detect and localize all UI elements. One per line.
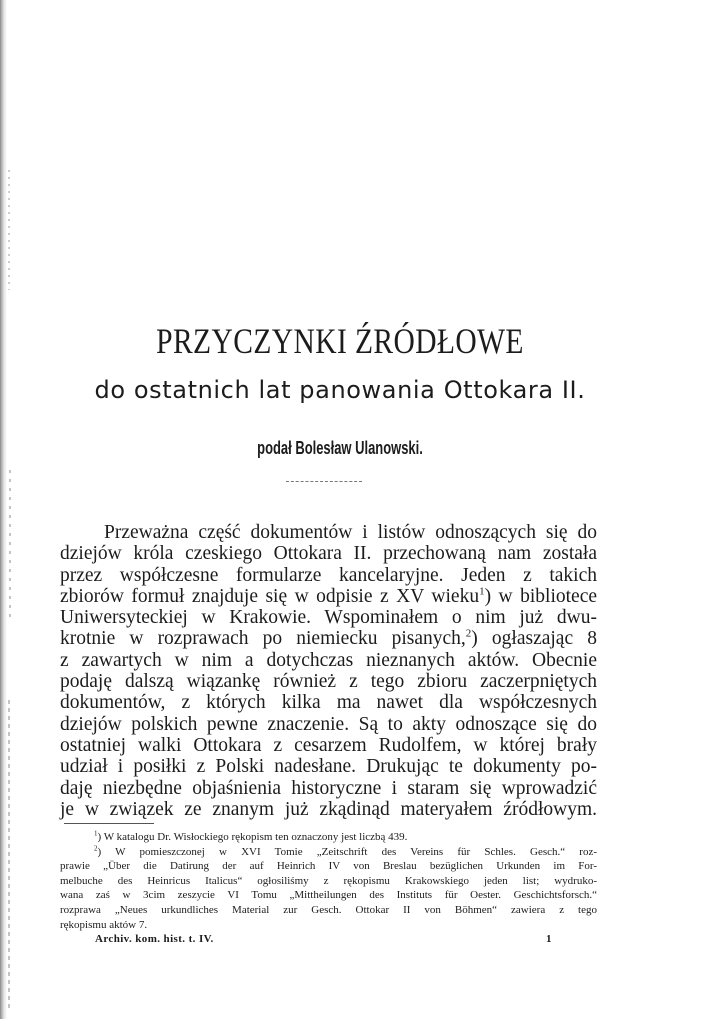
footnote-line — [60, 830, 597, 845]
footnote-line: rozprawa „Neues urkundliches Material zur Gesch. Ottokar II von Böhmen“ zawiera z tego — [60, 903, 597, 916]
footnote-mark: 1 — [94, 829, 98, 838]
footnote-line: melbuche des Heinricus Italicus“ ogłosiliśmy z rękopismu Krakowskiego jeden list; wydruko- — [60, 874, 597, 887]
body-line: daję niezbędne objaśnienia historyczne i staram się wprowadzić — [60, 777, 597, 799]
body-line: ostatniej walki Ottokara z cesarzem Rudolfem, w której brały — [60, 734, 597, 756]
footnote-mark: 2 — [94, 843, 98, 852]
page-number: 1 — [546, 933, 552, 945]
title-ornament-rule — [286, 481, 362, 483]
body-line: podaję dalszą wiązankę również z tego zbioru zaczerpniętych — [60, 671, 597, 693]
body-line: dokumentów, z których kilka ma nawet dla współczesnych — [60, 692, 597, 714]
body-line-segment: w bibliotece — [491, 585, 598, 607]
footnote-line: wana zaś w 3cim zeszycie VI Tomu „Mittheilungen des Instituts für Oester. Geschichtsforsch.“ — [60, 889, 597, 902]
body-line: z zawartych w nim a dotychczas nieznanych aktów. Obecnie — [60, 649, 597, 671]
footnote-text: ) W pomieszczonej w XVI Tomie „Zeitschrift des Vereins für Schles. Gesch.“ roz- — [97, 845, 597, 858]
body-line: dziejów polskich pewne znaczenie. Są to akty odnoszące się do — [60, 713, 597, 735]
footnotes — [60, 830, 597, 932]
running-footer: Archiv. kom. hist. t. IV. — [95, 933, 214, 945]
footnote-ref: 2 — [465, 627, 472, 640]
body-line: krotnie w rozprawach po niemiecku pisanych,$^2$) ogłaszając 8 — [60, 627, 597, 650]
article-subtitle: do ostatnich lat panowania Ottokara II. — [94, 376, 586, 404]
footnote-separator — [64, 823, 154, 824]
author-line: podał Bolesław Ulanowski. — [257, 438, 423, 458]
body-line-segment: ogłaszając 8 — [477, 628, 597, 650]
body-line-segment: krotnie w rozprawach po niemiecku pisanych, — [60, 628, 466, 650]
body-line: udział i posiłki z Polski nadesłane. Drukując te dokumenty po- — [60, 756, 597, 778]
scan-edge-marks — [0, 0, 14, 1019]
article-title: PRZYCZYNKI ŹRÓDŁOWE — [156, 321, 524, 361]
body-line: dziejów króla czeskiego Ottokara II. przechowaną nam została — [60, 543, 597, 565]
body-line: przez współczesne formularze kancelaryjne. Jeden z takich — [60, 564, 597, 586]
footnote-line: prawie „Über die Datirung der auf Heinrich IV von Breslau bezüglichen Urkunden im For- — [60, 860, 597, 873]
body-line: je w związek ze znanym już zkądinąd materyałem źródłowym. — [60, 798, 597, 820]
body-paragraph — [60, 522, 597, 820]
body-line-segment: zbiorów formuł znajduje się w odpisie z XV wieku — [60, 585, 480, 607]
body-line: Przeważna część dokumentów i listów odnoszących się do — [104, 522, 597, 543]
footnote-line — [60, 845, 597, 860]
body-line: Uniwersyteckiej w Krakowie. Wspominałem o nim już dwu- — [60, 607, 597, 629]
body-line: zbiorów formuł znajduje się w odpisie z XV wieku$^1$) w bibliotece — [60, 585, 598, 607]
footnote-text: ) W katalogu Dr. Wisłockiego rękopism ten oznaczony jest liczbą 439. — [97, 831, 408, 843]
footnote-ref: 1 — [479, 585, 485, 598]
footnote-line: rękopismu aktów 7. — [60, 918, 148, 931]
